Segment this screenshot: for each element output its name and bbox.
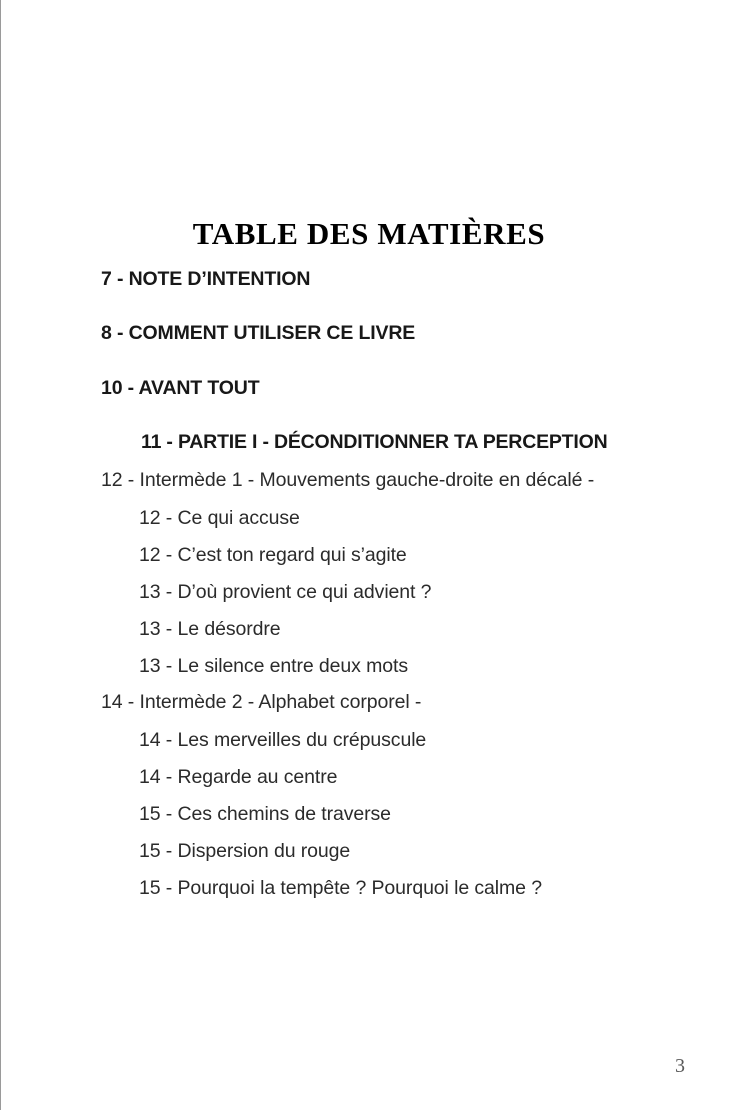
toc-entry[interactable]: 13 - Le désordre — [139, 618, 281, 640]
toc-entry[interactable]: 10 - AVANT TOUT — [101, 377, 260, 399]
toc-entry[interactable]: 14 - Les merveilles du crépuscule — [139, 729, 427, 751]
toc-entry[interactable]: 11 - PARTIE I - DÉCONDITIONNER TA PERCEPTION — [141, 431, 608, 453]
toc-entry[interactable]: 12 - C’est ton regard qui s’agite — [139, 544, 407, 566]
page-number: 3 — [675, 1055, 685, 1077]
toc-entry[interactable]: 14 - Intermède 2 - Alphabet corporel - — [101, 691, 422, 713]
toc-entry[interactable]: 15 - Ces chemins de traverse — [139, 803, 391, 825]
toc-entry[interactable]: 12 - Intermède 1 - Mouvements gauche-droite en décalé - — [101, 469, 595, 491]
toc-entry[interactable]: 15 - Pourquoi la tempête ? Pourquoi le calme ? — [139, 877, 542, 899]
toc-entry[interactable]: 8 - COMMENT UTILISER CE LIVRE — [101, 322, 416, 344]
toc-entry[interactable]: 13 - D’où provient ce qui advient ? — [139, 581, 432, 603]
toc-entry[interactable]: 15 - Dispersion du rouge — [139, 840, 351, 862]
toc-entry[interactable]: 7 - NOTE D’INTENTION — [101, 268, 311, 290]
toc-entry[interactable]: 14 - Regarde au centre — [139, 766, 338, 788]
toc-entry[interactable]: 13 - Le silence entre deux mots — [139, 655, 408, 677]
toc-entry[interactable]: 12 - Ce qui accuse — [139, 507, 300, 529]
page-title: TABLE DES MATIÈRES — [192, 216, 546, 251]
